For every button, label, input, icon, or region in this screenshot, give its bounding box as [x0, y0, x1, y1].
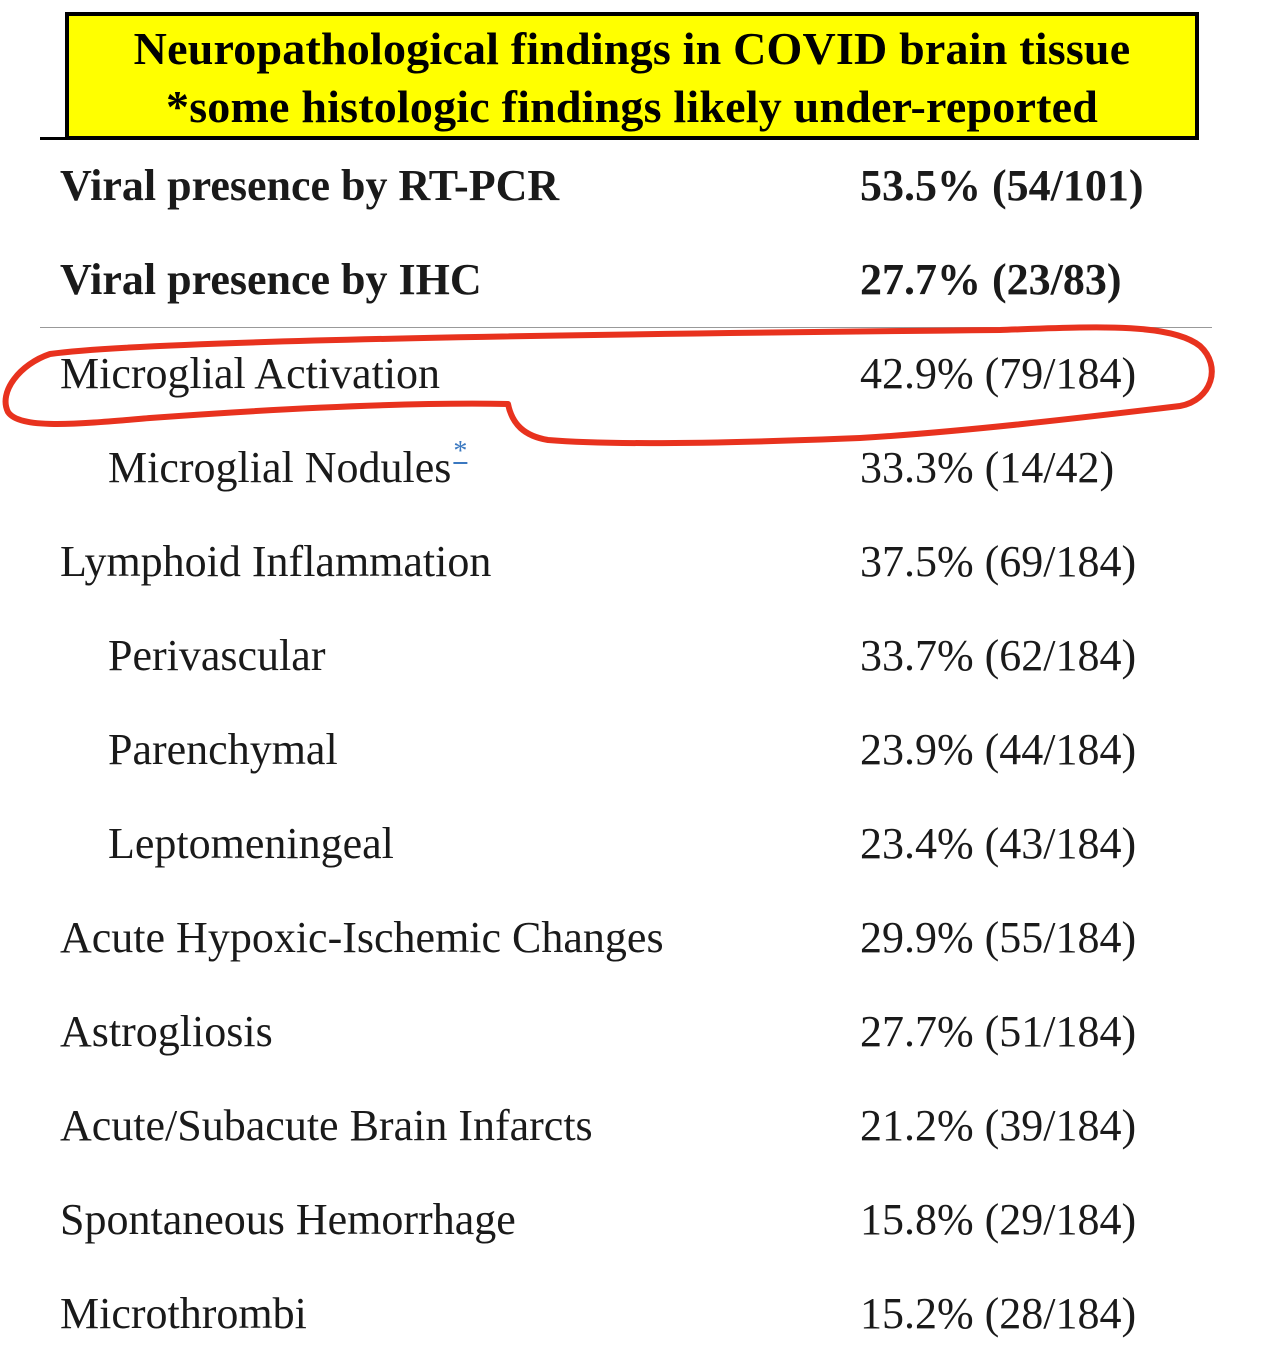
table-row [0, 1002, 1264, 1062]
finding-value: 23.9% (44/184) [860, 725, 1137, 774]
table-top-border-fragment [40, 137, 70, 140]
title-banner [65, 12, 1199, 140]
table-row [0, 720, 1264, 780]
finding-label: Viral presence by RT-PCR [60, 161, 560, 210]
finding-value: 27.7% (51/184) [860, 1007, 1137, 1056]
finding-label: Astrogliosis [60, 1007, 273, 1056]
table-row [0, 1190, 1264, 1250]
table-row [0, 156, 1264, 216]
banner-title-line: Neuropathological findings in COVID brain tissue [133, 23, 1131, 74]
table-row [0, 626, 1264, 686]
finding-label: Microthrombi [60, 1289, 307, 1338]
table-divider [40, 327, 1212, 328]
finding-value: 15.2% (28/184) [860, 1289, 1137, 1338]
finding-label: Spontaneous Hemorrhage [60, 1195, 516, 1244]
finding-label-text: Microglial Nodules [108, 443, 452, 492]
finding-label: Lymphoid Inflammation [60, 537, 492, 586]
finding-label: Acute/Subacute Brain Infarcts [60, 1101, 593, 1150]
finding-label: Microglial Activation [60, 349, 441, 398]
finding-label: Acute Hypoxic-Ischemic Changes [60, 913, 664, 962]
footnote-link[interactable]: * [453, 436, 468, 467]
finding-value: 37.5% (69/184) [860, 537, 1137, 586]
finding-label: Parenchymal [108, 725, 338, 774]
table-row [0, 1284, 1264, 1344]
finding-label [108, 438, 467, 498]
table-row [0, 344, 1264, 404]
finding-value: 15.8% (29/184) [860, 1195, 1137, 1244]
finding-value: 42.9% (79/184) [860, 349, 1137, 398]
finding-label: Viral presence by IHC [60, 255, 482, 304]
finding-value: 29.9% (55/184) [860, 913, 1137, 962]
table-row [0, 908, 1264, 968]
finding-value: 33.7% (62/184) [860, 631, 1137, 680]
finding-value: 33.3% (14/42) [860, 443, 1115, 492]
table-row [0, 250, 1264, 310]
finding-label: Leptomeningeal [108, 819, 394, 868]
finding-value: 27.7% (23/83) [860, 255, 1122, 304]
banner-subtitle-line: *some histologic findings likely under-reported [166, 81, 1098, 132]
finding-label: Perivascular [108, 631, 326, 680]
finding-value: 53.5% (54/101) [860, 161, 1144, 210]
finding-value: 23.4% (43/184) [860, 819, 1137, 868]
table-row [0, 814, 1264, 874]
finding-value: 21.2% (39/184) [860, 1101, 1137, 1150]
table-row [0, 532, 1264, 592]
table-row [0, 1096, 1264, 1156]
table-row [0, 438, 1264, 498]
